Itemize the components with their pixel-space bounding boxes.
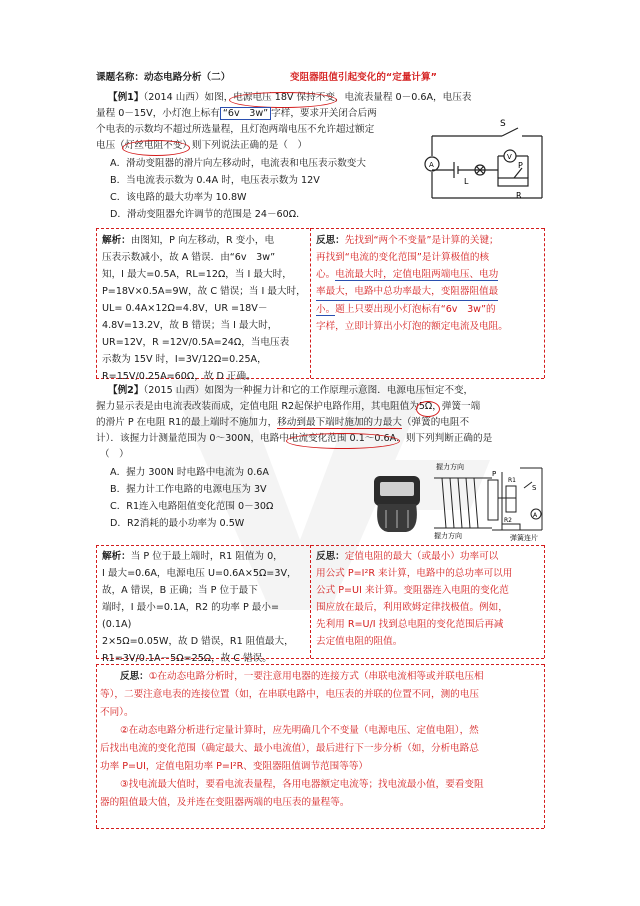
ex2-line4	[96, 431, 492, 447]
ex1-option-c: C．该电路的最大功率为 10.8W	[110, 192, 247, 203]
circuit-label-s: S	[500, 119, 506, 129]
ex2-tag: 【例2】	[108, 385, 144, 396]
ex1-analysis-l9: R=15V/0.25A=60Ω，故 D 正确。	[102, 371, 256, 382]
ex2-current-mark	[289, 433, 396, 444]
ex2-line2-c: ，弹簧一端	[432, 401, 481, 412]
ex2-line5: （ ）	[100, 449, 129, 460]
ex1-analysis-l8: 示数为 15V 时，I=3V/12Ω=0.25A，	[102, 354, 267, 365]
ex1-reflect-l4: 率最大，电路中总功率最大，变阻器阻值最	[316, 283, 498, 301]
ex2-analysis-l4: 端时，I 最小=0.1A，R2 的功率 P 最小= (0.1A)	[102, 602, 280, 630]
ex2-option-d: D．R2消耗的最小功率为 0.5W	[110, 518, 245, 529]
circuit-label-l: L	[464, 177, 469, 186]
ex1-reflection	[316, 232, 542, 335]
ex1-line4-a: 电压（	[96, 140, 125, 151]
ex1-line1	[108, 90, 471, 106]
ex1-reflect-l2: 再找到“电流的变化范围”是计算极值的核	[316, 252, 490, 263]
ex1-line2-c: 字样，要求开关闭合后两	[271, 108, 377, 119]
circuit-label-r: R	[516, 191, 522, 200]
ex1-reflect-l5a: 小。	[316, 304, 336, 315]
ex2-line1	[108, 383, 473, 399]
ex2-analysis-l2: I 最大=0.6A，电源电压 U=0.6A×5Ω=3V，	[102, 568, 297, 579]
ex2-box-left	[96, 545, 97, 658]
ex2-line4-b: 电流变化范围 0.1～0.6A	[288, 433, 397, 444]
summary-reflection	[100, 668, 540, 812]
summary-p3a: ③找电流最大值时，要看电流表量程，各用电器额定电流等；找电流最小值，要看变阻	[120, 779, 484, 790]
summary-box-bottom	[96, 828, 544, 829]
ex1-analysis-l7: UR=12V，R =12V/0.5A=24Ω，当电压表	[102, 337, 290, 348]
summary-p2c: 功率 P=UI，定值电阻功率 P=I²R、变阻器阻值调节范围等等）	[100, 761, 369, 772]
ex2-option-a: A．握力 300N 时电路中电流为 0.6A	[110, 467, 269, 478]
ex1-analysis-l6: 4.8V=13.2V，故 B 错误；当 I 最大时，	[102, 320, 278, 331]
ex1-lamp-rating: “6v 3w”	[220, 107, 271, 120]
ex2-box-divider	[310, 545, 311, 658]
ex1-line1-a: （2014 山西）如图，	[143, 92, 234, 103]
schematic-label-a: A	[533, 512, 538, 519]
ex1-box-divider	[310, 228, 311, 378]
ex2-option-c: C．R1连入电路阻值变化范围 0－30Ω	[110, 501, 274, 512]
ex2-reflect-l6: 去定值电阻的阻值。	[316, 636, 403, 647]
ex1-analysis	[102, 232, 308, 385]
ex2-reflect-l1: 定值电阻的最大（或最小）功率可以	[344, 551, 499, 562]
topic-title: 变阻器阻值引起变化的“定量计算”	[290, 72, 437, 83]
schematic-bottom-label: 握力方向	[434, 532, 462, 540]
schematic-label-p: P	[492, 470, 497, 478]
ex1-line4-b: 灯丝电阻不变	[124, 140, 183, 151]
ex1-box-left	[96, 228, 97, 378]
ex2-line3-c: （弹簧的电阻不	[401, 417, 470, 428]
schematic-label-s: S	[532, 484, 537, 492]
summary-p2b: 后找出电流的变化范围（确定最大、最小电流值），最后进行下一步分析（如，分析电路总	[100, 743, 479, 754]
ex1-option-b: B．当电流表示数为 0.4A 时，电压表示数为 12V	[110, 175, 320, 186]
ex1-reflect-l1: 先找到“两个不变量”是计算的关键；	[344, 235, 499, 246]
ex1-reflect-l6: 字样，立即计算出小灯泡的额定电流及电阻。	[316, 321, 508, 332]
summary-p2a: ②在动态电路分析进行定量计算时，应先明确几个不变量（电源电压、定值电阻），然	[120, 725, 479, 736]
summary-p3b: 器的阻值最大值，及并连在变阻器两端的电压表的量程等。	[100, 797, 350, 808]
ex1-line2-a: 量程 0－15V，小灯泡上标有	[96, 108, 220, 119]
course-title: 课题名称：动态电路分析（二）	[96, 72, 231, 83]
ex1-line4-c: ）则下列说法正确的是（ ）	[182, 140, 308, 151]
ex2-box-right	[544, 545, 545, 658]
ex1-line4	[96, 138, 307, 154]
ex1-line1-c: ，电流表量程 0－0.6A，电压表	[334, 92, 472, 103]
ex1-option-d: D．滑动变阻器允许调节的范围是 24－60Ω．	[110, 209, 306, 220]
ex2-line1-text: （2015 山西）如图为一种握力计和它的工作原理示意图．电源电压恒定不变，	[143, 385, 474, 396]
ex2-line4-a: 计）．该握力计测量范围为 0～300N，电路中	[96, 433, 289, 444]
ex2-analysis-l5: 2×5Ω=0.05W，故 D 错误，R1 阻值最大，	[102, 636, 294, 647]
ex2-reflect-l3: 公式 P=UI 来计算。变阻器连入电阻的变化范	[316, 585, 509, 596]
ex2-line3-b: 移动到最下端时施加的力最大	[277, 417, 402, 428]
summary-box-left	[96, 664, 97, 828]
ex1-reflect-l3b: 电流最大时，定值电阻两端电压、电功	[335, 269, 499, 280]
ex2-grip-schematic	[432, 458, 548, 542]
ex2-analysis-l3: 故，A 错误，B 正确；当 P 位于最下	[102, 585, 258, 596]
ex2-reflect-l2: 用公式 P=I²R 来计算，电路中的总功率可以用	[316, 568, 513, 579]
schematic-label-r2: R2	[504, 517, 512, 524]
ex1-tag: 【例1】	[108, 92, 144, 103]
circuit-label-a: A	[429, 161, 434, 169]
ex1-line2	[96, 106, 377, 122]
ex2-line2-b: 5Ω	[418, 401, 433, 412]
ex2-analysis-label: 解析：	[102, 551, 131, 562]
schematic-top-label: 握力方向	[436, 463, 464, 471]
grip-device-photo-icon	[368, 470, 426, 536]
circuit-label-p: P	[518, 161, 523, 170]
summary-box-top	[96, 664, 544, 665]
ex2-reflect-l4: 围应放在最后，利用欧姆定律找极值。例如，	[316, 602, 508, 613]
ex1-reflect-l3: 心。	[316, 269, 336, 280]
summary-box-right	[544, 664, 545, 828]
ex1-analysis-l5: UL= 0.4A×12Ω=4.8V，UR =18V－	[102, 303, 268, 314]
circuit-label-v: V	[507, 153, 512, 161]
ex1-analysis-l3: 知，I 最大=0.5A，RL=12Ω，当 I 最大时，	[102, 269, 292, 280]
ex2-line3	[96, 415, 469, 431]
ex2-reflection	[316, 548, 542, 650]
ex1-box-right	[544, 228, 545, 378]
schematic-spring-label: 弹簧连片	[510, 534, 538, 542]
ex1-circuit-diagram	[418, 116, 548, 208]
ex1-line1-b: 电源电压 18V 保持不变	[233, 92, 335, 103]
ex1-line3: 个电表的示数均不超过所选量程，且灯泡两端电压不允许超过额定	[96, 124, 375, 135]
ex2-line2-a: 握力显示表是由电流表改装而成，定值电阻 R2起保护电路作用，其电阻值为	[96, 401, 419, 412]
summary-p1c: 不同）。	[100, 707, 134, 718]
ex1-resistance-mark	[125, 140, 183, 151]
ex2-line4-c: ．则下列判断正确的是	[396, 433, 493, 444]
ex2-r2-mark	[419, 401, 432, 412]
ex2-analysis	[102, 548, 308, 667]
ex1-box-top	[96, 228, 544, 229]
ex1-reflect-l5b: 题上只要出现小灯泡标有“6v 3w”的	[335, 304, 496, 315]
ex2-box-top	[96, 545, 544, 546]
ex1-analysis-l2: 压表示数减小，故 A 错误．由“6v 3w”	[102, 252, 276, 263]
summary-p1b: 等），二要注意电表的连接位置（如，在串联电路中，电压表的并联的位置不同，测的电压	[100, 689, 479, 700]
ex2-option-b: B．握力计工作电路的电源电压为 3V	[110, 484, 267, 495]
ex1-analysis-l1: 由图知，P 向左移动，R 变小，电	[130, 235, 275, 246]
ex2-analysis-l1: 当 P 位于最上端时，R1 阻值为 0，	[130, 551, 283, 562]
ex2-reflect-l5: 先利用 R=U/I 找到总电阻的变化范围后再减	[316, 619, 504, 630]
ex2-line2	[96, 399, 480, 415]
summary-p1a: ①在动态电路分析时，一要注意用电器的连接方式（串联电流相等或并联电压相	[148, 671, 484, 682]
summary-label: 反思：	[120, 671, 149, 682]
ex1-option-a: A．滑动变阻器的滑片向左移动时，电流表和电压表示数变大	[110, 158, 366, 169]
ex2-analysis-l6: R1=3V/0.1A－5Ω=25Ω，故 C 错误。	[102, 653, 272, 664]
ex1-analysis-label: 解析：	[102, 235, 131, 246]
ex1-voltage-mark	[233, 92, 335, 103]
ex1-reflect-label: 反思：	[316, 235, 345, 246]
ex2-line3-a: 的滑片 P 在电阻 R1的最上端时不施加力，	[96, 417, 278, 428]
schematic-label-r1: R1	[508, 477, 516, 484]
ex2-reflect-label: 反思：	[316, 551, 345, 562]
ex1-analysis-l4: P=18V×0.5A=9W，故 C 错误；当 I 最大时，	[102, 286, 306, 297]
